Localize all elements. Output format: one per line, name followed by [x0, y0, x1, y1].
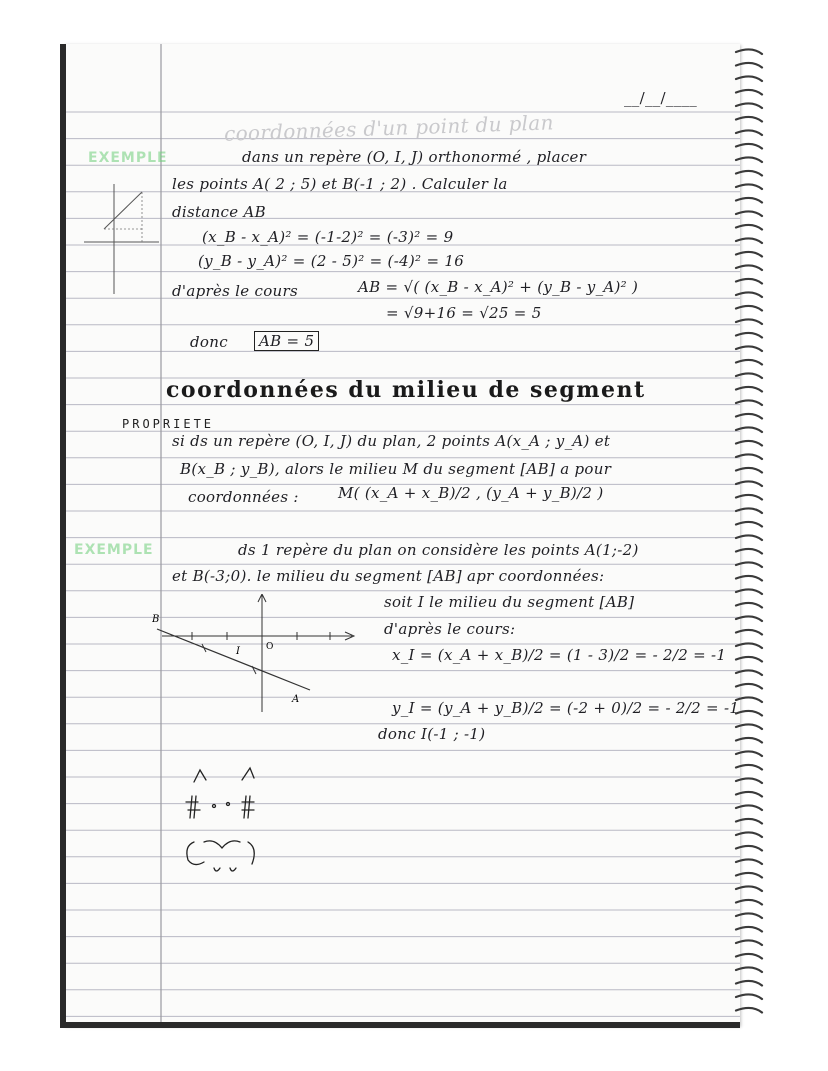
ex2-line2: et B(-3;0). le milieu du segment [AB] apr coordonnées: [172, 567, 605, 585]
notebook-page [64, 44, 740, 1026]
spiral-binding [734, 44, 766, 1026]
property-line1: si ds un repère (O, I, J) du plan, 2 points A(x_A ; y_A) et [172, 432, 611, 450]
ex1-eq2: (y_B - y_A)² = (2 - 5)² = (-4)² = 16 [198, 252, 465, 270]
date-field: __/__/____ [624, 89, 698, 107]
property-line2: B(x_B ; y_B), alors le milieu M du segment [AB] a pour [180, 460, 612, 478]
page-left-edge [60, 44, 66, 1028]
graph-label-o: O [266, 642, 274, 652]
ex1-donc: donc [190, 333, 228, 351]
property-label: PROPRIETE [122, 417, 215, 431]
cat-doodle [164, 764, 284, 884]
ex2-line1: ds 1 repère du plan on considère les points A(1;-2) [238, 541, 639, 559]
ex1-ab-formula: AB = √( (x_B - x_A)² + (y_B - y_A)² ) [358, 278, 639, 296]
graph-label-b: B [152, 614, 160, 625]
midpoint-graph [152, 594, 372, 724]
property-line3: coordonnées : [188, 488, 299, 506]
section-heading: coordonnées du milieu de segment [166, 377, 646, 403]
ex2-yi: y_I = (y_A + y_B)/2 = (-2 + 0)/2 = - 2/2 = -1 [392, 699, 740, 717]
ex1-ab-calc: = √9+16 = √25 = 5 [386, 304, 542, 322]
page-bottom-edge [60, 1022, 740, 1028]
ex2-s1: soit I le milieu du segment [AB] [384, 593, 635, 611]
ex2-s2: d'après le cours: [384, 620, 516, 638]
example1-graph [84, 174, 164, 294]
example-label: EXEMPLE [88, 150, 168, 166]
ex1-line2: les points A( 2 ; 5) et B(-1 ; 2) . Calculer la [172, 175, 508, 193]
faded-title: coordonnées d'un point du plan [223, 110, 555, 146]
ex2-xi: x_I = (x_A + x_B)/2 = (1 - 3)/2 = - 2/2 = -1 [392, 646, 727, 664]
ex1-line1: dans un repère (O, I, J) orthonormé , placer [242, 148, 587, 166]
example2-label: EXEMPLE [74, 542, 154, 558]
ex1-eq1: (x_B - x_A)² = (-1-2)² = (-3)² = 9 [202, 228, 454, 246]
property-formula: M( (x_A + x_B)/2 , (y_A + y_B)/2 ) [338, 484, 604, 502]
ex1-cours: d'après le cours [172, 282, 298, 300]
ex1-line3: distance AB [172, 203, 266, 221]
graph-label-a: A [292, 694, 300, 705]
graph-label-i: I [236, 646, 240, 657]
ex2-donc: donc I(-1 ; -1) [378, 725, 486, 743]
ex1-result: AB = 5 [254, 331, 319, 351]
